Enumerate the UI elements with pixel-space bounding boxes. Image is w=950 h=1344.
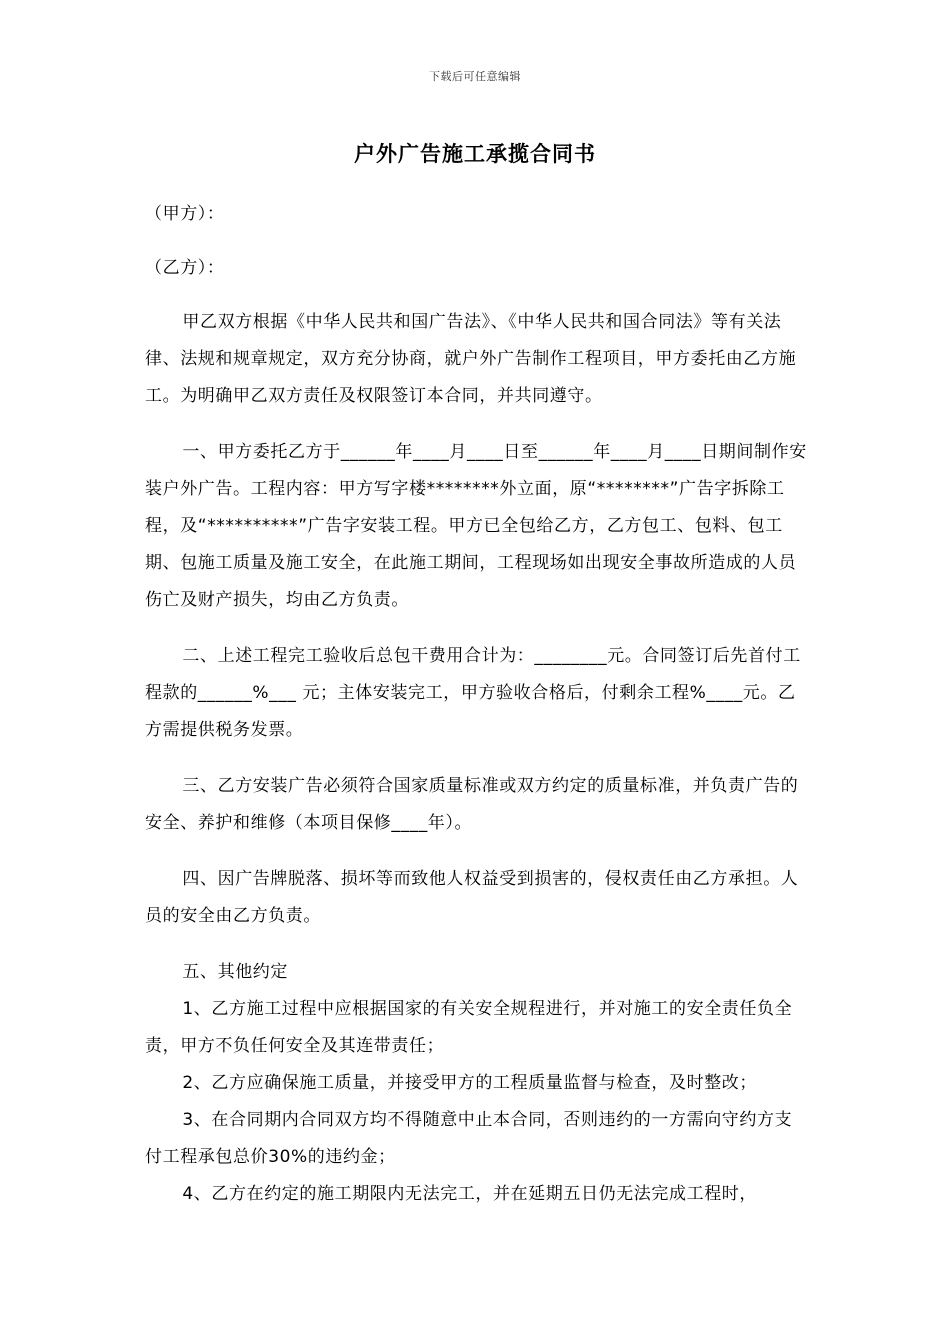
clause-5-item-4: 4、乙方在约定的施工期限内无法完工，并在延期五日仍无法完成工程时， (182, 1184, 758, 1204)
clause-5-item-2: 2、乙方应确保施工质量，并接受甲方的工程质量监督与检查，及时整改； (182, 1073, 758, 1093)
document-title: 户外广告施工承揽合同书 (354, 142, 596, 166)
party-b-line: （乙方）： (145, 258, 225, 278)
party-a-line: （甲方）： (145, 204, 225, 224)
preamble-paragraph: 甲乙双方根据《中华人民共和国广告法》、《中华人民共和国合同法》等有关法律、法规和规章规定，双方充分协商，就户外广告制作工程项目，甲方委托由乙方施工。为明确甲乙双方责任及权限签订本合同，并共同遵守。 (145, 312, 797, 406)
clause-5-heading: 五、其他约定 (182, 962, 288, 982)
document-body (145, 196, 807, 1213)
clause-1-paragraph: 一、甲方委托乙方于______年____月____日至______年____月____日期间制作安装户外广告。工程内容：甲方写字楼********外立面，原“********”广告字拆除工程，及“**********”广告字安装工程。甲方已全包给乙方，乙方包工、包料、包工期、包施工质量及施工安全，在此施工期间，工程现场如出现安全事故所造成的人员伤亡及财产损失，均由乙方负责。 (145, 442, 807, 610)
clause-5-item-1: 1、乙方施工过程中应根据国家的有关安全规程进行，并对施工的安全责任负全责，甲方不负任何安全及其连带责任； (145, 999, 793, 1056)
clause-3-paragraph: 三、乙方安装广告必须符合国家质量标准或双方约定的质量标准，并负责广告的安全、养护和维修（本项目保修____年）。 (145, 776, 799, 833)
clause-5-item-3: 3、在合同期内合同双方均不得随意中止本合同，否则违约的一方需向守约方支付工程承包总价30%的违约金； (145, 1110, 793, 1167)
clause-2-paragraph: 二、上述工程完工验收后总包干费用合计为：________元。合同签订后先首付工程款的______%___ 元；主体安装完工，甲方验收合格后，付剩余工程%____元。乙方需提供税务发票。 (145, 646, 801, 740)
clause-4-paragraph: 四、因广告牌脱落、损坏等而致他人权益受到损害的，侵权责任由乙方承担。人员的安全由乙方负责。 (145, 869, 799, 926)
header-note: 下载后可任意编辑 (429, 70, 521, 83)
